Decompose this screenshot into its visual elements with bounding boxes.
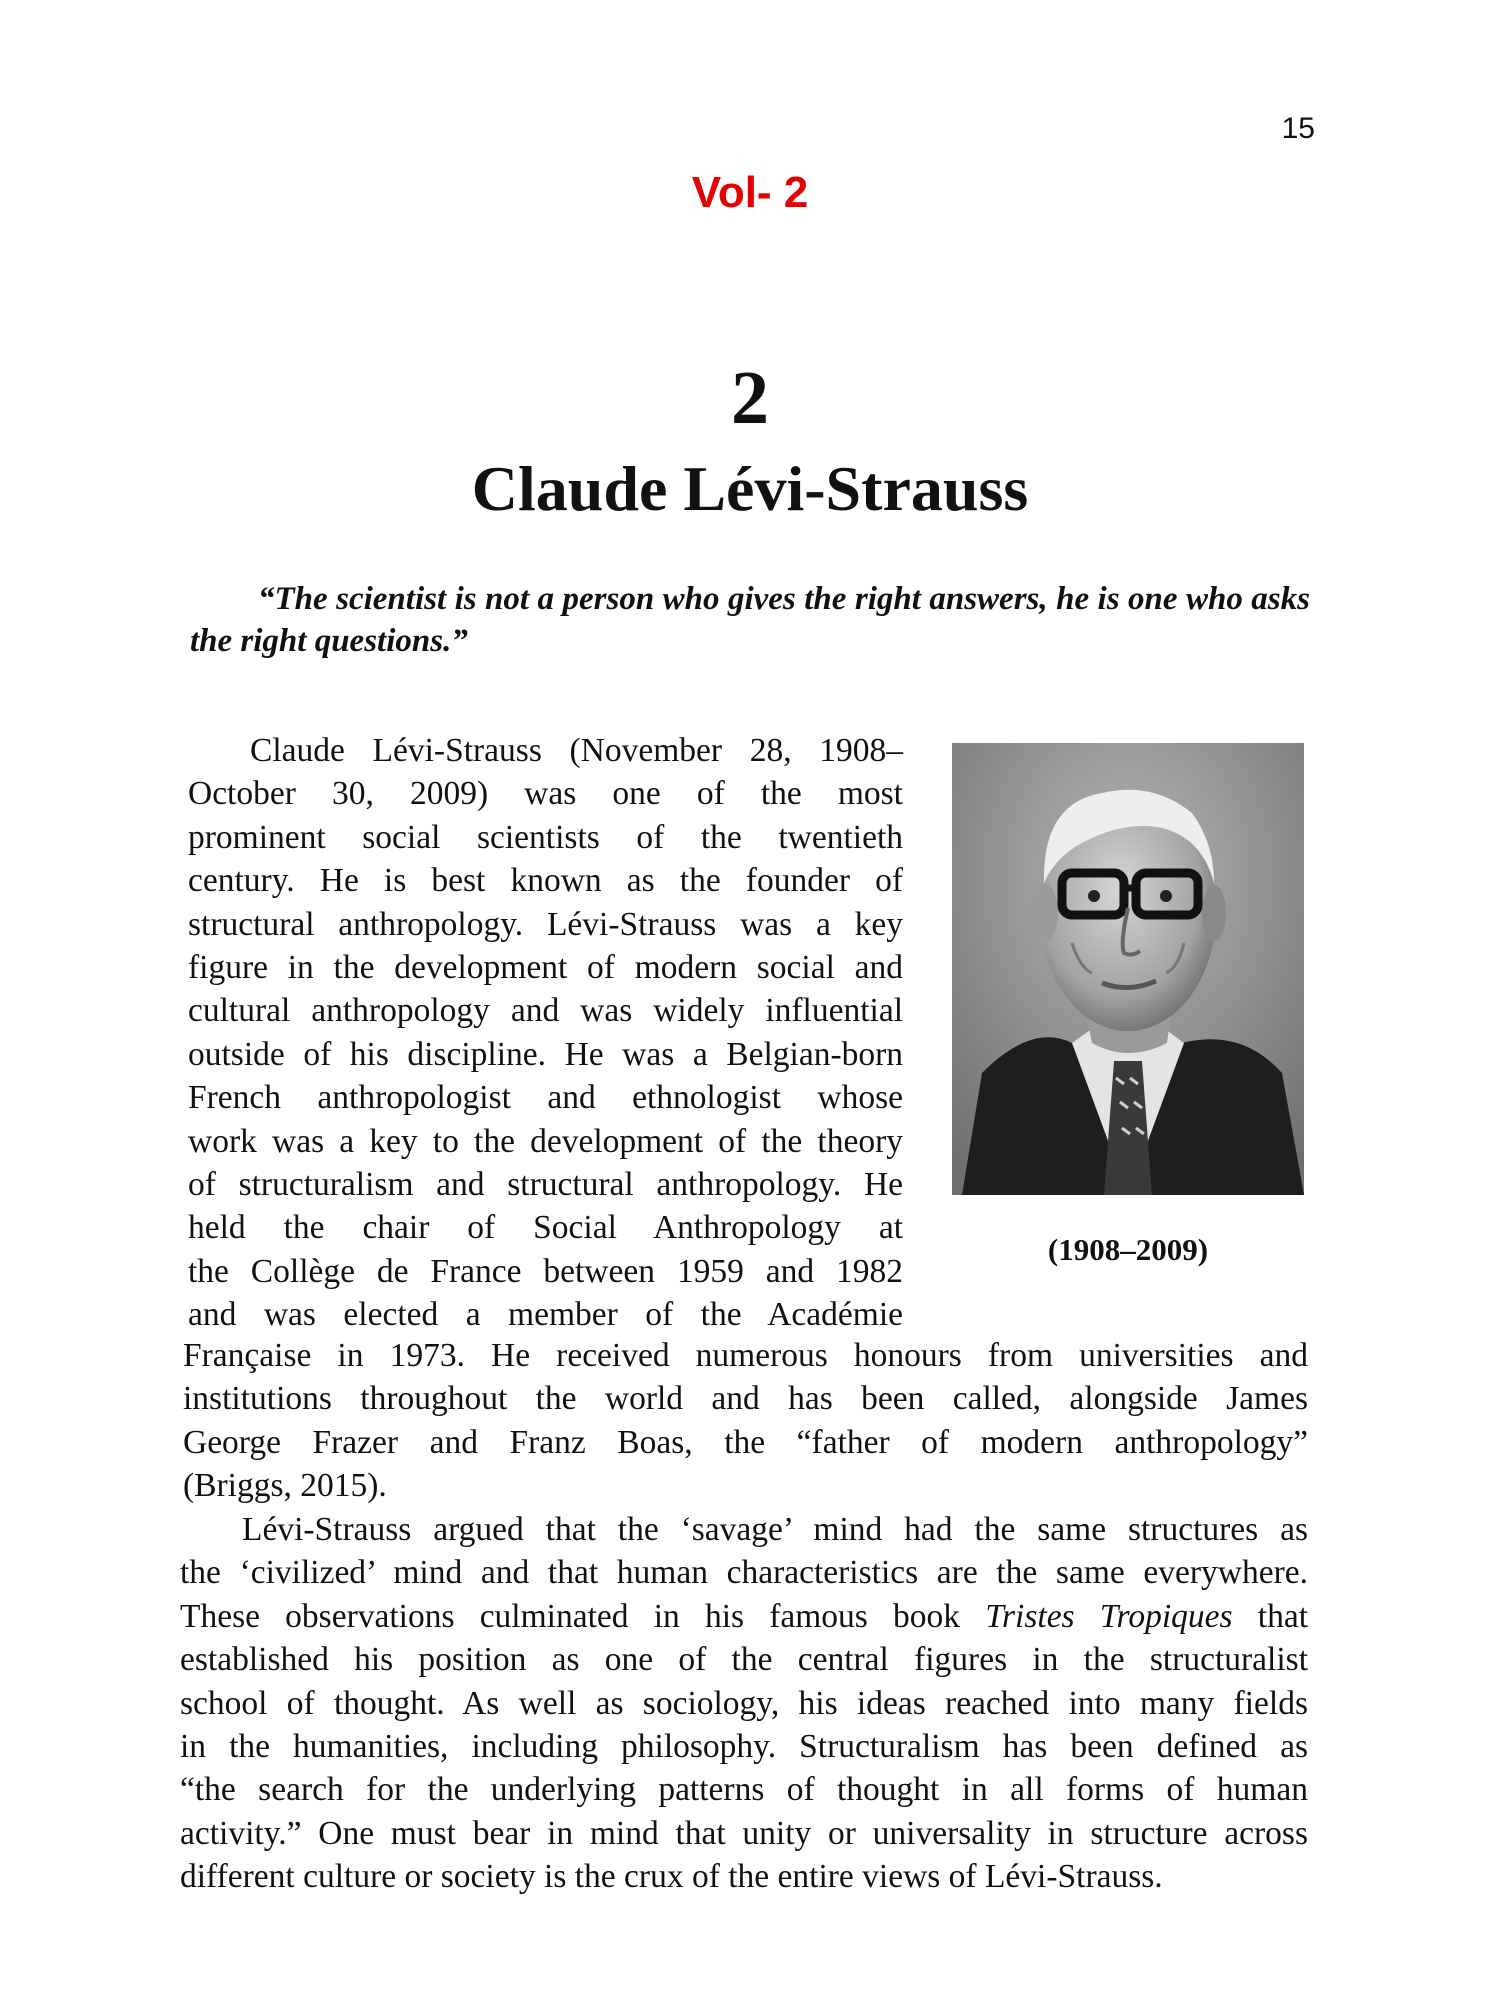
text-line: Claude Lévi-Strauss (November 28, 1908– xyxy=(250,732,903,769)
portrait-caption: (1908–2009) xyxy=(1047,1232,1209,1267)
text-line: school of thought. As well as sociology, his ideas reached into many fields xyxy=(180,1684,1308,1722)
text-line: Lévi-Strauss argued that the ‘savage’ mind had the same structures as xyxy=(242,1511,1308,1548)
text-line: the ‘civilized’ mind and that human characteristics are the same everywhere. xyxy=(180,1554,1308,1592)
text-line: work was a key to the development of the theory xyxy=(188,1122,903,1160)
text-line: the Collège de France between 1959 and 1982 xyxy=(188,1252,903,1290)
text-line-with-book-title xyxy=(180,1595,1308,1638)
text-line: of structuralism and structural anthropology. He xyxy=(188,1166,903,1204)
text-line: established his position as one of the central figures in the structuralist xyxy=(180,1641,1308,1679)
chapter-title: Claude Lévi-Strauss xyxy=(471,453,1029,524)
text-line: Française in 1973. He received numerous honours from universities and xyxy=(183,1337,1308,1374)
text-run: These observations culminated in his famous book xyxy=(180,1597,986,1635)
paragraph-1-wrapped xyxy=(188,729,903,1337)
volume-label: Vol- 2 xyxy=(691,168,809,217)
text-line: George Frazer and Franz Boas, the “father of modern anthropology” xyxy=(183,1423,1308,1461)
text-line: different culture or society is the crux of the entire views of Lévi-Strauss. xyxy=(180,1858,1163,1896)
text-line: October 30, 2009) was one of the most xyxy=(188,775,903,813)
text-line: French anthropologist and ethnologist whose xyxy=(188,1079,903,1117)
text-line: (Briggs, 2015). xyxy=(183,1467,387,1505)
text-line: century. He is best known as the founder of xyxy=(188,862,903,900)
text-line: held the chair of Social Anthropology at xyxy=(188,1209,903,1247)
chapter-number: 2 xyxy=(731,356,769,440)
portrait-photo xyxy=(952,743,1304,1195)
paragraph-2 xyxy=(180,1508,1308,1899)
text-line: in the humanities, including philosophy. Structuralism has been defined as xyxy=(180,1728,1308,1766)
text-line: activity.” One must bear in mind that unity or universality in structure across xyxy=(180,1814,1308,1852)
epigraph-quote: “The scientist is not a person who gives the right answers, he is one who asks the right questions.” xyxy=(190,581,1310,659)
text-line: structural anthropology. Lévi-Strauss was a key xyxy=(188,905,903,943)
text-line: “the search for the underlying patterns of thought in all forms of human xyxy=(180,1771,1308,1809)
portrait-illustration xyxy=(952,743,1304,1195)
text-line: figure in the development of modern social and xyxy=(188,949,903,987)
paragraph-1-continued xyxy=(183,1334,1308,1508)
text-line: cultural anthropology and was widely influential xyxy=(188,992,903,1030)
text-line: and was elected a member of the Académie xyxy=(188,1296,903,1334)
text-run: that xyxy=(1232,1597,1308,1635)
page-number: 15 xyxy=(1281,112,1315,145)
text-line: institutions throughout the world and has been called, alongside James xyxy=(183,1380,1308,1418)
text-line: outside of his discipline. He was a Belgian-born xyxy=(188,1035,903,1073)
text-line: prominent social scientists of the twentieth xyxy=(188,818,903,856)
book-title: Tristes Tropiques xyxy=(985,1597,1233,1635)
